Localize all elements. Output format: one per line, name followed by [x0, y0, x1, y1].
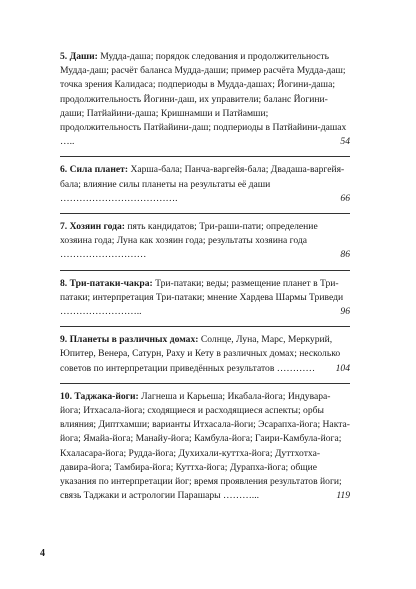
toc-entry-page: 54 — [340, 136, 350, 148]
toc-entry-title: 5. Даши: — [60, 51, 98, 62]
toc-entry-body: Лагнеша и Карьеша; Икабала-йога; Индувара-йога; Итхасала-йога; сходящиеся и расходящиеся аспекты; орбы влияния; Диптхамши; варианты Итхасала-йоги; Эсарапха-йога; Накта-йога; Ямайа-йога; Манайу-йога; Камбула-йога; Гаири-Камбула-йога; Кхаласара-йога; Рудда-йога; Духихали-куттха-йога; Дуттхотха-давира-йога; Тамбира-йога; Куттха-йога; Дурапха-йога; общие указания по интерпретации йог; время проявления результатов йоги; связь Таджаки и астрологии Парашары ………... — [60, 390, 350, 502]
toc-entry-page: 66 — [340, 192, 350, 204]
toc-entry-body: Мудда-даша; порядок следования и продолжительность Мудда-даш; расчёт баланса Мудда-даши; пример расчёта Мудда-даш; точка зрения Калидаса; подпериоды в Мудда-дашах; Йогини-даша; продолжительность Йогини-даш, их управители; баланс Йогини-даши; Патйайини-даша; Кришнамши и Патйамши; продолжительность Патйайини-даш; подпериоды в Патйайини-дашах ….. — [60, 51, 347, 148]
toc-entry-page: 86 — [340, 249, 350, 261]
toc-entry-title: 9. Планеты в различных домах: — [60, 334, 199, 346]
toc-entry-body: пять кандидатов; Три-раши-пати; определение хозяина года; Луна как хозяин года; результаты хозяина года ……………………… — [60, 221, 318, 261]
toc-entry — [60, 214, 350, 271]
toc-entry-page: 119 — [336, 490, 350, 502]
toc-entry-page: 96 — [340, 306, 350, 318]
toc-entry-title: 10. Таджака-йоги: — [60, 390, 139, 402]
toc-entry-body: Три-патаки; веды; размещение планет в Три-патаки; интерпретация Три-патаки; мнение Хардева Шармы Триведи …………………….. — [60, 277, 344, 318]
toc-entry — [60, 327, 350, 384]
toc-entry — [60, 271, 350, 328]
toc-entry-body: Солнце, Луна, Марс, Меркурий, Юпитер, Венера, Сатурн, Раху и Кету в различных домах; несколько советов по интерпретации приведённых результатов ………… — [60, 334, 341, 374]
toc-entry-title: 7. Хозяин года: — [60, 221, 126, 233]
toc-entry — [60, 384, 350, 511]
toc-entry — [60, 157, 350, 214]
toc-entry-title: 8. Три-патаки-чакра: — [60, 277, 153, 289]
table-of-contents — [60, 50, 350, 510]
toc-entry-title: 6. Сила планет: — [60, 164, 129, 176]
toc-entry-body: Харша-бала; Панча-варгейя-бала; Двадаша-варгейя-бала; влияние силы планеты на результаты её даши ………………………………. — [60, 164, 345, 204]
page-number: 4 — [40, 548, 45, 559]
toc-entry — [60, 50, 350, 157]
toc-entry-page: 104 — [335, 362, 350, 374]
